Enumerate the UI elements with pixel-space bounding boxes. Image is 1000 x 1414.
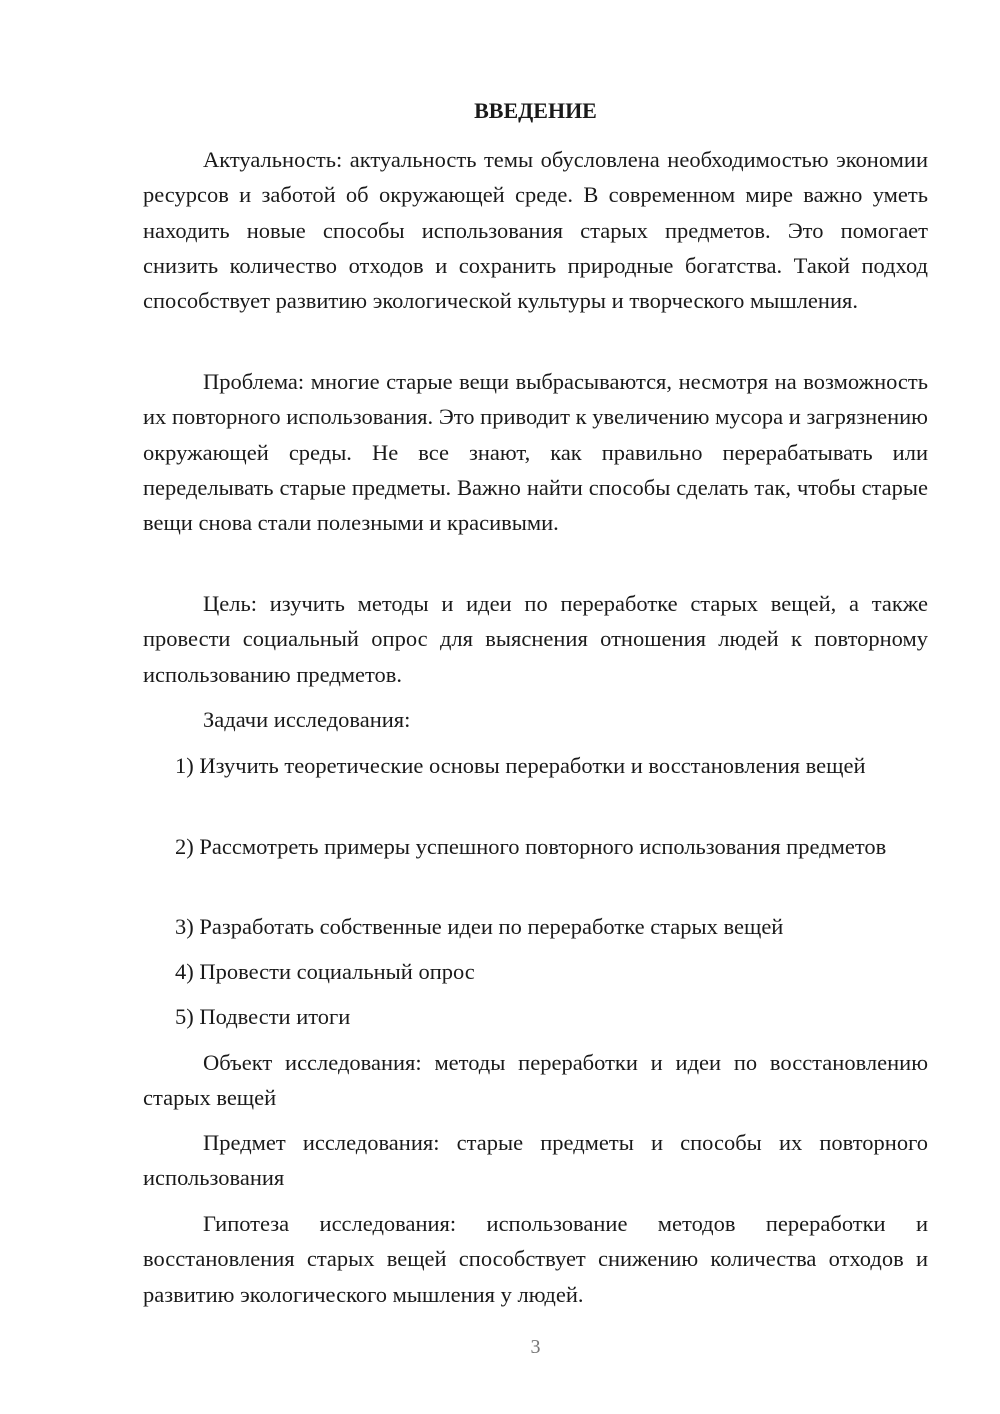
list-item-task-5: 5) Подвести итоги xyxy=(175,1004,351,1029)
list-item-task-1: 1) Изучить теоретические основы переработки и восстановления вещей xyxy=(175,753,866,778)
paragraph-object: Объект исследования: методы переработки и идеи по восстановлению старых вещей xyxy=(143,1050,928,1111)
paragraph-hypothesis: Гипотеза исследования: использование методов переработки и восстановления старых вещей способствует снижению количества отходов и развитию экологического мышления у людей. xyxy=(143,1211,928,1307)
list-item-task-3: 3) Разработать собственные идеи по переработке старых вещей xyxy=(175,914,784,939)
page-number: 3 xyxy=(530,1336,541,1358)
paragraph-subject: Предмет исследования: старые предметы и способы их повторного использования xyxy=(143,1130,928,1191)
list-item-task-2: 2) Рассмотреть примеры успешного повторного использования предметов xyxy=(175,834,887,859)
paragraph-relevance: Актуальность: актуальность темы обусловлена необходимостью экономии ресурсов и заботой об окружающей среде. В современном мире важно уметь находить новые способы использования старых предметов. Это помогает снизить количество отходов и сохранить природные богатства. Такой подход способствует развитию экологической культуры и творческого мышления. xyxy=(143,147,928,314)
paragraph-problem: Проблема: многие старые вещи выбрасываются, несмотря на возможность их повторного использования. Это приводит к увеличению мусора и загрязнению окружающей среды. Не все знают, как правильно перерабатывать или переделывать старые предметы. Важно найти способы сделать так, чтобы старые вещи снова стали полезными и красивыми. xyxy=(143,369,928,536)
page-title: ВВЕДЕНИЕ xyxy=(474,98,597,123)
list-item-task-4: 4) Провести социальный опрос xyxy=(175,959,475,984)
paragraph-goal: Цель: изучить методы и идеи по переработке старых вещей, а также провести социальный опрос для выяснения отношения людей к повторному использованию предметов. xyxy=(143,591,928,687)
tasks-heading: Задачи исследования: xyxy=(203,707,411,732)
